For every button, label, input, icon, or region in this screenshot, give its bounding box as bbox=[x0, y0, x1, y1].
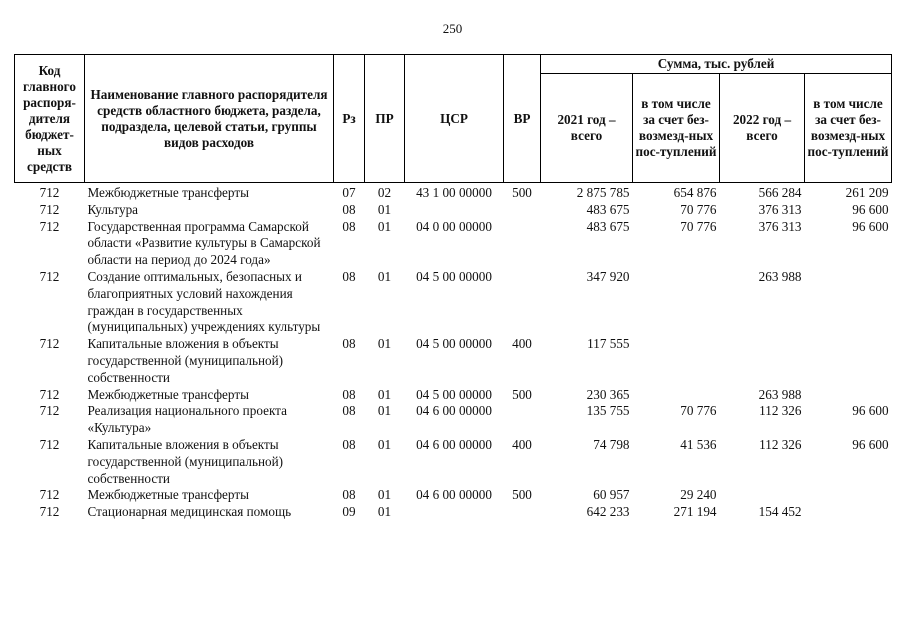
cell-vr: 500 bbox=[512, 386, 532, 402]
header-vr: ВР bbox=[504, 55, 541, 183]
cell-2021-total: 347 920 bbox=[586, 268, 630, 284]
cell-2022-total: 112 326 bbox=[759, 436, 802, 452]
cell-pr: 01 bbox=[377, 218, 392, 234]
cell-code: 712 bbox=[39, 336, 60, 352]
cell-vr: 400 bbox=[512, 436, 532, 452]
cell-2021-incl: 41 536 bbox=[680, 436, 717, 452]
cell-vr: 500 bbox=[512, 487, 532, 503]
cell-rz: 08 bbox=[342, 201, 356, 217]
cell-rz: 08 bbox=[342, 336, 356, 352]
table-row bbox=[15, 487, 892, 504]
cell-2021-total: 483 675 bbox=[586, 201, 630, 217]
cell-2022-incl: 96 600 bbox=[852, 436, 889, 452]
cell-rz: 08 bbox=[342, 268, 356, 284]
cell-csr: 04 5 00 00000 bbox=[416, 336, 492, 352]
cell-2022-incl: 96 600 bbox=[852, 201, 889, 217]
header-2022-total: 2022 год – всего bbox=[720, 74, 805, 183]
cell-name: Капитальные вложения в объекты государственной (муниципальной) собственности bbox=[87, 436, 284, 486]
cell-csr: 04 6 00 00000 bbox=[416, 487, 492, 503]
cell-2022-total: 376 313 bbox=[758, 218, 802, 234]
cell-2022-total bbox=[720, 336, 805, 386]
cell-pr: 01 bbox=[377, 436, 392, 452]
cell-2021-incl bbox=[633, 336, 720, 386]
cell-code: 712 bbox=[39, 268, 60, 284]
cell-vr bbox=[504, 269, 541, 336]
cell-2022-incl: 261 209 bbox=[845, 185, 889, 200]
cell-rz: 08 bbox=[342, 386, 356, 402]
cell-csr: 04 5 00 00000 bbox=[416, 386, 492, 402]
cell-2022-incl bbox=[805, 269, 892, 336]
cell-code: 712 bbox=[39, 436, 60, 452]
cell-vr bbox=[504, 504, 541, 521]
cell-2022-total: 376 313 bbox=[758, 201, 802, 217]
cell-2022-incl bbox=[805, 387, 892, 404]
table-body bbox=[15, 183, 892, 521]
cell-csr bbox=[405, 202, 504, 219]
cell-csr: 04 0 00 00000 bbox=[416, 218, 492, 234]
table-row bbox=[15, 219, 892, 269]
cell-2022-total: 154 452 bbox=[758, 504, 802, 520]
cell-csr: 04 6 00 00000 bbox=[416, 403, 492, 419]
cell-vr: 500 bbox=[512, 185, 532, 200]
cell-rz: 08 bbox=[342, 487, 356, 503]
cell-pr: 01 bbox=[377, 336, 392, 352]
page-number: 250 bbox=[442, 21, 463, 36]
cell-2022-incl bbox=[805, 504, 892, 521]
cell-2022-incl: 96 600 bbox=[852, 403, 889, 419]
table-header bbox=[15, 55, 892, 183]
table-row bbox=[15, 504, 892, 521]
cell-name: Государственная программа Самарской области «Развитие культуры в Самарской области на период до 2024 года» bbox=[87, 218, 321, 268]
cell-pr: 01 bbox=[377, 201, 392, 217]
header-2021-total: 2021 год – всего bbox=[541, 74, 633, 183]
cell-2021-total: 117 555 bbox=[587, 336, 630, 352]
cell-2021-total: 642 233 bbox=[586, 504, 630, 520]
cell-2021-total: 230 365 bbox=[586, 386, 630, 402]
cell-2021-total: 2 875 785 bbox=[576, 185, 630, 200]
cell-2021-total: 135 755 bbox=[586, 403, 630, 419]
cell-code: 712 bbox=[39, 386, 60, 402]
cell-pr: 02 bbox=[377, 185, 392, 200]
cell-rz: 08 bbox=[342, 218, 356, 234]
cell-rz: 07 bbox=[342, 185, 356, 200]
cell-csr: 04 5 00 00000 bbox=[416, 268, 492, 284]
cell-name: Культура bbox=[87, 201, 139, 217]
cell-2022-incl bbox=[805, 336, 892, 386]
cell-2021-incl: 271 194 bbox=[673, 504, 717, 520]
header-name: Наименование главного распорядителя средств областного бюджета, раздела, подраздела, целевой статьи, группы видов расходов bbox=[85, 55, 334, 183]
cell-2022-total: 566 284 bbox=[758, 185, 802, 200]
cell-csr: 04 6 00 00000 bbox=[416, 436, 492, 452]
header-pr: ПР bbox=[365, 55, 405, 183]
cell-code: 712 bbox=[39, 504, 60, 520]
header-2021-incl: в том числе за счет без-возмезд-ных пос-туплений bbox=[633, 74, 720, 183]
cell-2022-incl bbox=[805, 487, 892, 504]
table-row bbox=[15, 437, 892, 487]
cell-vr bbox=[504, 202, 541, 219]
cell-2022-total bbox=[720, 487, 805, 504]
cell-pr: 01 bbox=[377, 386, 392, 402]
cell-2021-incl: 70 776 bbox=[680, 218, 717, 234]
cell-2022-incl: 96 600 bbox=[852, 218, 889, 234]
cell-vr: 400 bbox=[512, 336, 532, 352]
cell-name: Реализация национального проекта «Культура» bbox=[87, 403, 287, 436]
budget-table bbox=[14, 54, 892, 521]
cell-vr bbox=[504, 403, 541, 437]
cell-2021-incl: 29 240 bbox=[680, 487, 717, 503]
cell-2022-total: 263 988 bbox=[758, 386, 802, 402]
table-row bbox=[15, 387, 892, 404]
header-rz: Рз bbox=[334, 55, 365, 183]
cell-rz: 09 bbox=[342, 504, 356, 520]
cell-rz: 08 bbox=[342, 403, 356, 419]
cell-csr bbox=[405, 504, 504, 521]
cell-2021-incl: 654 876 bbox=[673, 185, 717, 200]
cell-2021-total: 483 675 bbox=[586, 218, 630, 234]
cell-rz: 08 bbox=[342, 436, 356, 452]
table-row bbox=[15, 269, 892, 336]
cell-name: Межбюджетные трансферты bbox=[87, 487, 249, 503]
header-sum: Сумма, тыс. рублей bbox=[541, 55, 892, 74]
table-row bbox=[15, 336, 892, 386]
cell-2021-incl bbox=[633, 387, 720, 404]
cell-name: Создание оптимальных, безопасных и благоприятных условий нахождения граждан в государственных (муниципальных) учреждениях культуры bbox=[87, 268, 321, 335]
cell-2022-total: 263 988 bbox=[758, 268, 802, 284]
table-row bbox=[15, 202, 892, 219]
cell-pr: 01 bbox=[377, 268, 392, 284]
header-csr: ЦСР bbox=[405, 55, 504, 183]
header-code: Код главного распоря-дителя бюджет-ных средств bbox=[15, 55, 85, 183]
cell-code: 712 bbox=[39, 185, 60, 200]
table-row bbox=[15, 183, 892, 202]
cell-pr: 01 bbox=[377, 403, 392, 419]
cell-pr: 01 bbox=[377, 487, 392, 503]
cell-2021-incl: 70 776 bbox=[680, 201, 717, 217]
cell-2021-incl bbox=[633, 269, 720, 336]
cell-code: 712 bbox=[39, 201, 60, 217]
cell-code: 712 bbox=[39, 487, 60, 503]
cell-2021-incl: 70 776 bbox=[680, 403, 717, 419]
cell-name: Межбюджетные трансферты bbox=[87, 386, 249, 402]
cell-vr bbox=[504, 219, 541, 269]
cell-csr: 43 1 00 00000 bbox=[416, 185, 492, 200]
table-row bbox=[15, 403, 892, 437]
cell-2022-total: 112 326 bbox=[759, 403, 802, 419]
cell-pr: 01 bbox=[377, 504, 392, 520]
cell-name: Межбюджетные трансферты bbox=[87, 185, 249, 200]
cell-2021-total: 74 798 bbox=[593, 436, 630, 452]
cell-2021-total: 60 957 bbox=[593, 487, 630, 503]
cell-code: 712 bbox=[39, 403, 60, 419]
cell-name: Капитальные вложения в объекты государственной (муниципальной) собственности bbox=[87, 336, 284, 385]
cell-code: 712 bbox=[39, 218, 60, 234]
cell-name: Стационарная медицинская помощь bbox=[87, 504, 292, 520]
header-2022-incl: в том числе за счет без-возмезд-ных пос-туплений bbox=[805, 74, 892, 183]
